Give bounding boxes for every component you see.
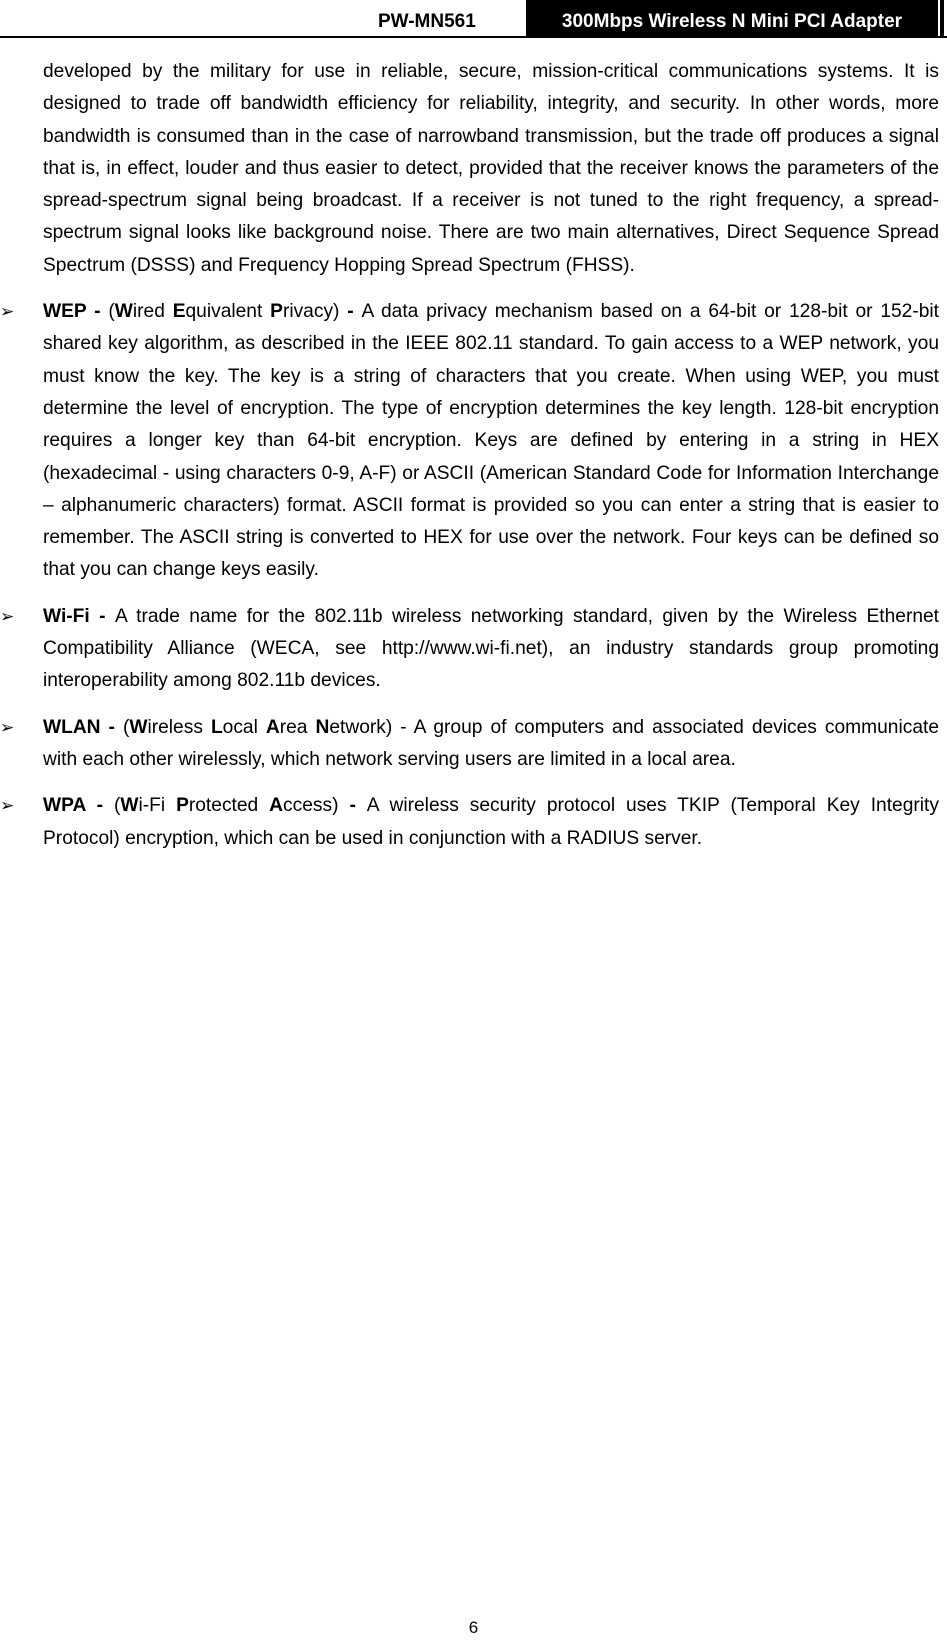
- header-product-title: 300Mbps Wireless N Mini PCI Adapter: [526, 0, 938, 36]
- term-expansion-part: W: [129, 716, 148, 738]
- glossary-item: [0, 790, 939, 855]
- term-expansion-part: ireless: [147, 716, 211, 738]
- term-expansion-part: (: [108, 301, 115, 323]
- page-header: [0, 0, 947, 38]
- header-model-number: PW-MN561: [378, 11, 476, 32]
- bullet-arrow-icon: ➢: [0, 606, 15, 626]
- glossary-description: A data privacy mechanism based on a 64-bit or 128-bit or 152-bit shared key algorithm, as described in the IEEE 802.11 standard. To gain access to a WEP network, you must know the key. The key is a string of characters that you create. When using WEP, you must determine the level of encryption. The type of encryption determines the key length. 128-bit encryption requires a longer key than 64-bit encryption. Keys are defined by entering in a string in HEX (hexadecimal - using characters 0-9, A-F) or ASCII (American Standard Code for Information Interchange – alphanumeric characters) format. ASCII format is provided so you can enter a string that is easier to remember. The ASCII string is converted to HEX for use over the network. Four keys can be defined so that you can change keys easily.: [43, 301, 940, 581]
- page-footer: [0, 1618, 947, 1638]
- glossary-description: A wireless security protocol uses TKIP (Temporal Key Integrity Protocol) encryption, which can be used in conjunction with a RADIUS server.: [43, 795, 939, 849]
- term-expansion-part: A: [265, 716, 280, 738]
- term-expansion-part: P: [176, 795, 189, 817]
- term-expansion-part: E: [172, 301, 186, 323]
- glossary-description: A group of computers and associated devices communicate with each other wirelessly, which network serving users are limited in a local area.: [43, 716, 939, 770]
- term-expansion-part: ired: [132, 301, 173, 323]
- term-expansion-part: P: [270, 301, 283, 323]
- term-expansion-part: rotected: [188, 795, 270, 817]
- intro-paragraph: developed by the military for use in reliable, secure, mission-critical communications systems. It is designed to trade off bandwidth efficiency for reliability, integrity, and security. In other words, more bandwidth is consumed than in the case of narrowband transmission, but the trade off produces a signal that is, in effect, louder and thus easier to detect, provided that the receiver knows the parameters of the spread-spectrum signal being broadcast. If a receiver is not tuned to the right frequency, a spread-spectrum signal looks like background noise. There are two main alternatives, Direct Sequence Spread Spectrum (DSSS) and Frequency Hopping Spread Spectrum (FHSS).: [43, 61, 939, 276]
- glossary-term: Wi-Fi -: [43, 605, 115, 627]
- header-right-bar: [940, 0, 944, 38]
- glossary-term: WEP -: [43, 301, 109, 323]
- term-expansion-part: rivacy): [282, 301, 348, 323]
- term-expansion-part: i-Fi: [138, 795, 177, 817]
- glossary-term: WLAN -: [43, 716, 123, 738]
- term-expansion-part: N: [315, 716, 330, 738]
- bullet-arrow-icon: ➢: [0, 302, 15, 322]
- bullet-arrow-icon: ➢: [0, 717, 15, 737]
- glossary-item: [0, 601, 940, 698]
- glossary-term: WPA -: [43, 795, 114, 817]
- glossary-item: [0, 296, 940, 587]
- glossary-description: A trade name for the 802.11b wireless networking standard, given by the Wireless Ethernet Compatibility Alliance (WECA, see http://www.wi-fi.net), an industry standards group promoting interoperability among 802.11b devices.: [43, 605, 940, 692]
- bullet-arrow-icon: ➢: [0, 796, 15, 816]
- term-expansion-part: W: [114, 301, 133, 323]
- term-expansion-part: W: [120, 795, 139, 817]
- glossary-item: [0, 712, 939, 777]
- term-expansion-part: -: [349, 795, 367, 817]
- header-rule: [0, 36, 947, 38]
- term-expansion-part: L: [210, 716, 223, 738]
- term-expansion-part: (: [113, 795, 121, 817]
- term-expansion-part: A: [269, 795, 284, 817]
- term-expansion-part: (: [122, 716, 130, 738]
- term-expansion-part: ccess): [283, 795, 350, 817]
- term-expansion-part: rea: [279, 716, 316, 738]
- term-expansion-part: etwork) -: [329, 716, 414, 738]
- term-expansion-part: -: [347, 301, 362, 323]
- document-body: [0, 56, 940, 869]
- glossary-list: [0, 296, 940, 855]
- page-number: 6: [468, 1618, 479, 1637]
- term-expansion-part: quivalent: [185, 301, 271, 323]
- term-expansion-part: ocal: [222, 716, 266, 738]
